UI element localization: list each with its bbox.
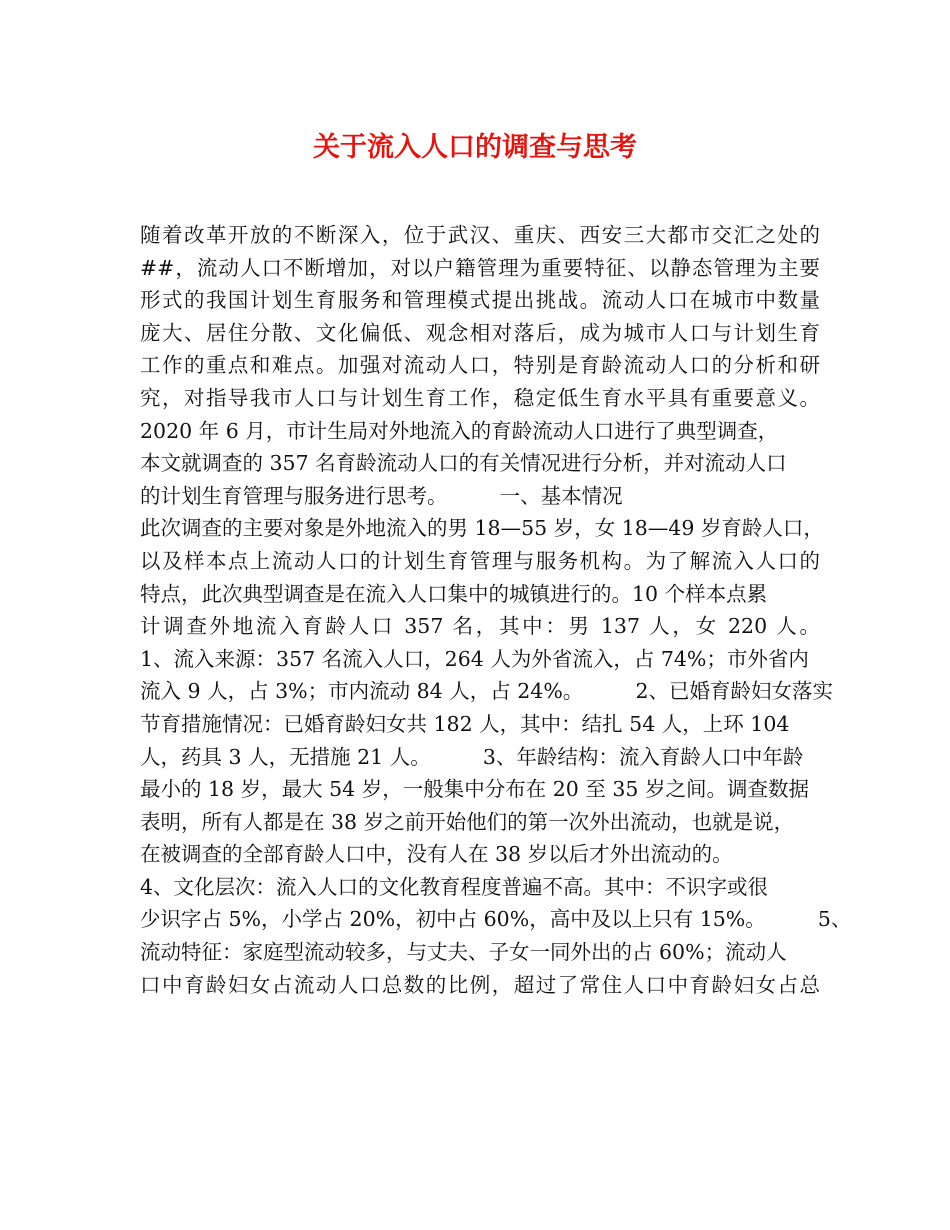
body-line: 随着改革开放的不断深入，位于武汉、重庆、西安三大都市交汇之处的 (140, 223, 820, 247)
body-line: 流动特征：家庭型流动较多，与丈夫、子女一同外出的占 60%；流动人 (140, 940, 787, 965)
body-line: 的计划生育管理与服务进行思考。 一、基本情况 (140, 483, 623, 508)
body-line: 在被调查的全部育龄人口中，没有人在 38 岁以后才外出流动的。 (140, 842, 733, 867)
body-line: 少识字占 5%，小学占 20%，初中占 60%，高中及以上只有 15%。 5、 (140, 907, 852, 932)
body-line: 此次调查的主要对象是外地流入的男 18—55 岁，女 18—49 岁育龄人口， (140, 516, 824, 541)
body-line: 流入 9 人，占 3%；市内流动 84 人，占 24%。 2、已婚育龄妇女落实 (140, 679, 833, 704)
body-line: 口中育龄妇女占流动人口总数的比例，超过了常住人口中育龄妇女占总 (140, 972, 820, 997)
body-line: 节育措施情况：已婚育龄妇女共 182 人，其中：结扎 54 人，上环 104 (140, 711, 790, 736)
body-line: ##，流动人口不断增加，对以户籍管理为重要特征、以静态管理为主要 (140, 255, 820, 280)
body-line: 最小的 18 岁，最大 54 岁，一般集中分布在 20 至 35 岁之间。调查数据 (140, 777, 809, 802)
body-line: 表明，所有人都是在 38 岁之前开始他们的第一次外出流动，也就是说， (140, 809, 795, 834)
body-line: 形式的我国计划生育服务和管理模式提出挑战。流动人口在城市中数量 (140, 288, 820, 313)
body-line: 4、文化层次：流入人口的文化教育程度普遍不高。其中：不识字或很 (140, 874, 769, 899)
body-line: 1、流入来源：357 名流入人口，264 人为外省流入，占 74%；市外省内 (140, 646, 809, 671)
body-line: 2020 年 6 月，市计生局对外地流入的育龄流动人口进行了典型调查， (140, 418, 779, 443)
body-line: 工作的重点和难点。加强对流动人口，特别是育龄流动人口的分析和研 (140, 353, 820, 378)
body-line: 人，药具 3 人，无措施 21 人。 3、年龄结构：流入育龄人口中年龄 (140, 744, 804, 769)
body-line: 以及样本点上流动人口的计划生育管理与服务机构。为了解流入人口的 (140, 548, 820, 573)
document-body (140, 219, 852, 1001)
body-line: 庞大、居住分散、文化偏低、观念相对落后，成为城市人口与计划生育 (140, 320, 820, 345)
document-title: 关于流入人口的调查与思考 (313, 132, 637, 163)
body-line: 本文就调查的 357 名育龄流动人口的有关情况进行分析，并对流动人口 (140, 451, 787, 476)
body-line: 究，对指导我市人口与计划生育工作，稳定低生育水平具有重要意义。 (140, 385, 820, 410)
body-line: 特点，此次典型调查是在流入人口集中的城镇进行的。10 个样本点累 (140, 581, 768, 606)
body-line: 计调查外地流入育龄人口 357 名，其中：男 137 人，女 220 人。 (140, 614, 820, 639)
